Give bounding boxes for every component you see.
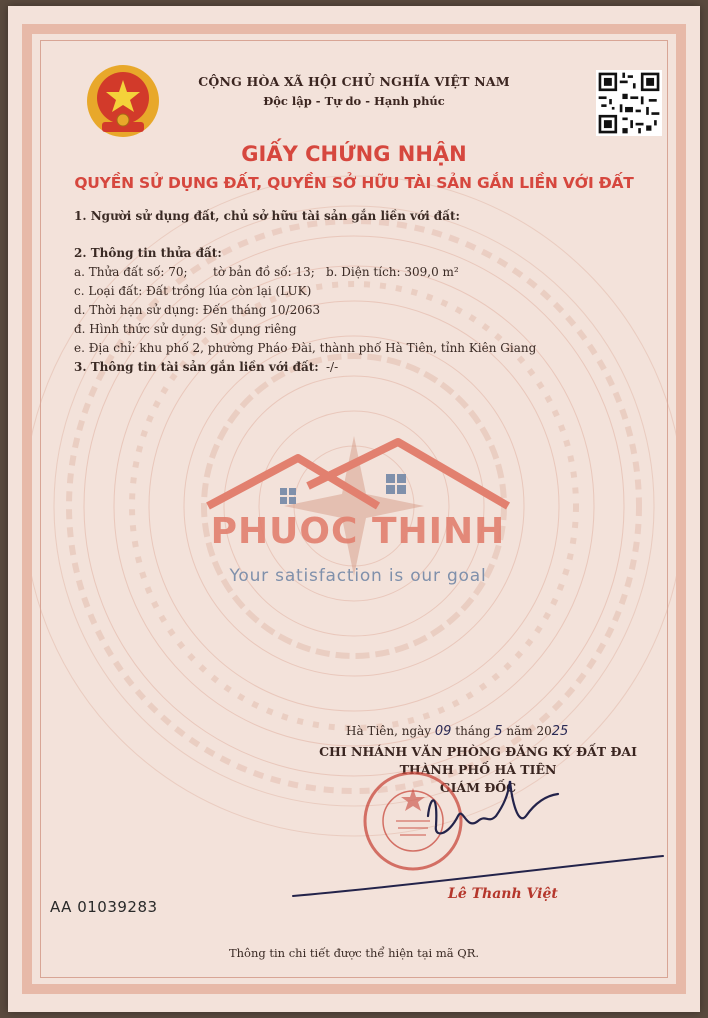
watermark-slogan: Your satisfaction is our goal <box>229 566 487 586</box>
serial-number: AA 01039283 <box>50 898 158 916</box>
qr-footer-note: Thông tin chi tiết được thể hiện tại mã QR. <box>228 946 480 960</box>
issue-day: 09 <box>434 724 452 739</box>
map-sheet-number: tờ bản đồ số: 13; <box>213 265 315 279</box>
issuer-office: CHI NHÁNH VĂN PHÒNG ĐĂNG KÝ ĐẤT ĐAI <box>319 744 637 759</box>
issue-date <box>346 724 568 739</box>
section-3-value: -/- <box>326 360 339 374</box>
certificate-title: GIẤY CHỨNG NHẬN <box>241 142 467 166</box>
signature <box>408 776 568 846</box>
issue-year-prefix: 20 <box>536 724 552 738</box>
signer-name: Lê Thanh Việt <box>448 886 558 902</box>
section-1-heading: 1. Người sử dụng đất, chủ sở hữu tài sản gắn liền với đất: <box>74 209 460 223</box>
issuer-city: THÀNH PHỐ HÀ TIÊN <box>399 762 557 777</box>
issue-place: Hà Tiên, ngày <box>346 724 432 738</box>
issue-month: 5 <box>494 724 503 739</box>
land-address: e. Địa chỉ: khu phố 2, phường Pháo Đài, thành phố Hà Tiên, tỉnh Kiên Giang <box>74 341 537 355</box>
plot-number: a. Thửa đất số: 70; <box>74 265 188 279</box>
certificate-paper <box>8 6 700 1012</box>
usage-form: đ. Hình thức sử dụng: Sử dụng riêng <box>74 322 297 336</box>
certificate-subtitle: QUYỀN SỬ DỤNG ĐẤT, QUYỀN SỞ HỮU TÀI SẢN GẮN LIỀN VỚI ĐẤT <box>74 174 634 192</box>
year-label: năm <box>506 724 533 738</box>
plot-area: b. Diện tích: 309,0 m² <box>326 265 459 279</box>
qr-code[interactable] <box>596 70 662 136</box>
watermark-brand: PHUOC THINH <box>210 511 506 552</box>
motto: Độc lập - Tự do - Hạnh phúc <box>263 94 445 108</box>
section-2-heading: 2. Thông tin thửa đất: <box>74 246 222 260</box>
issue-year-suffix: 25 <box>551 724 569 739</box>
country-name: CỘNG HÒA XÃ HỘI CHỦ NGHĨA VIỆT NAM <box>198 74 510 89</box>
watermark-house-logo-icon <box>198 436 518 516</box>
usage-term: d. Thời hạn sử dụng: Đến tháng 10/2063 <box>74 303 321 317</box>
month-label: tháng <box>455 724 491 738</box>
land-type: c. Loại đất: Đất trồng lúa còn lại (LUK) <box>74 284 312 298</box>
section-3-heading: 3. Thông tin tài sản gắn liền với đất: <box>74 360 319 374</box>
issuer-title: GIÁM ĐỐC <box>439 780 517 795</box>
